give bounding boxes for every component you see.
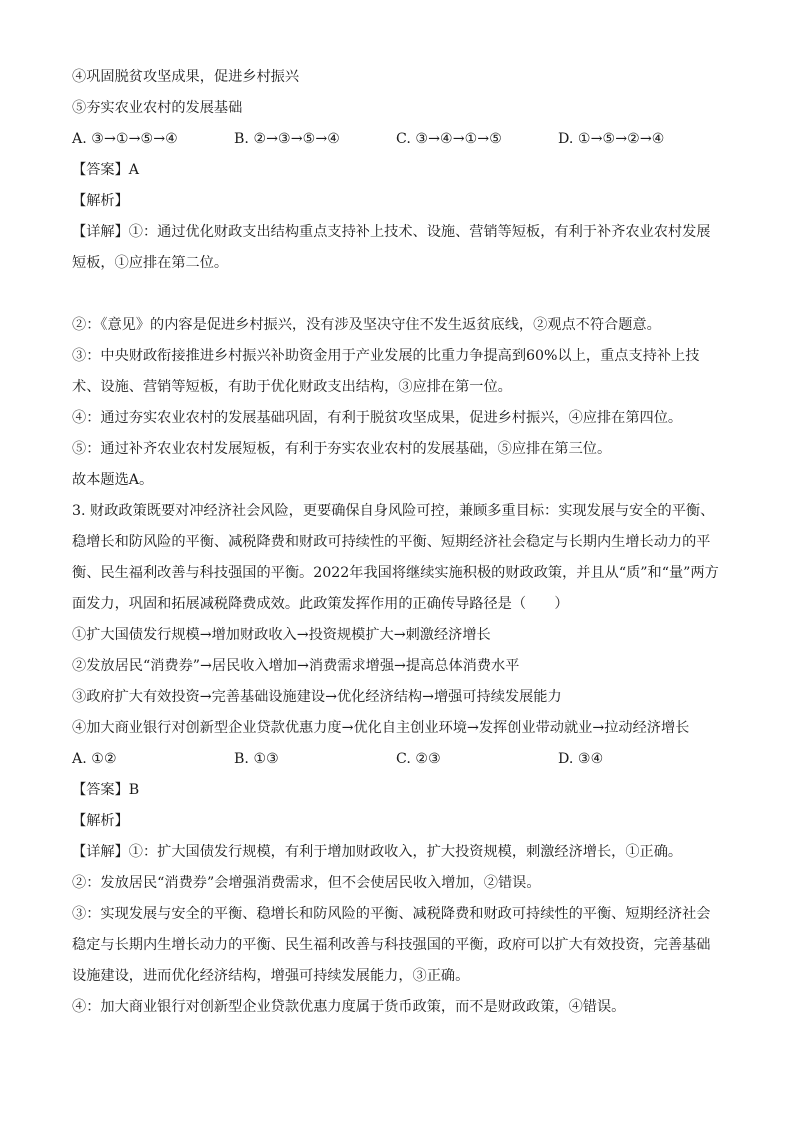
document-page — [72, 62, 724, 1023]
blank-gap — [72, 279, 724, 310]
q3-options — [72, 744, 724, 775]
q2-option-a: A. ③→①→⑤→④ — [72, 131, 178, 147]
q3-option-a: A. ①② — [72, 751, 117, 767]
q3-option-c: C. ②③ — [396, 751, 441, 767]
q3-answer: 【答案】B — [72, 782, 140, 798]
q2-option-b: B. ②→③→⑤→④ — [234, 131, 340, 147]
q2-detail-5: ⑤：通过补齐农业农村发展短板，有利于夯实农业农村的发展基础，⑤应排在第三位。 — [72, 441, 612, 457]
q2-option-d: D. ①→⑤→②→④ — [558, 131, 665, 147]
q3-detail-3: ③：实现发展与安全的平衡、稳增长和防风险的平衡、减税降费和财政可持续性的平衡、短期经济社会稳定与长期内生增长动力的平衡、民生福利改善与科技强国的平衡，政府可以扩大有效投资，完善基础设施建设，进而优化经济结构，增强可持续发展能力，③正确。 — [72, 906, 711, 984]
q2-detail-1: 【详解】①：通过优化财政支出结构重点支持补上技术、设施、营销等短板，有利于补齐农业农村发展短板，①应排在第二位。 — [72, 224, 711, 271]
q3-detail-2: ②：发放居民“消费券”会增强消费需求，但不会使居民收入增加，②错误。 — [72, 875, 541, 891]
q2-options — [72, 124, 724, 155]
q3-analysis-label: 【解析】 — [72, 813, 129, 829]
q3-stem: 3. 财政政策既要对冲经济社会风险，更要确保自身风险可控，兼顾多重目标：实现发展与安全的平衡、稳增长和防风险的平衡、减税降费和财政可持续性的平衡、短期经济社会稳定与长期内生增长动力的平衡、民生福利改善与科技强国的平衡。2022年我国将继续实施积极的财政政策，并且从“质”和“量”两方面发力，巩固和拓展减税降费成效。此政策发挥作用的正确传导路径是（ ） — [72, 503, 719, 612]
q3-item-1: ①扩大国债发行规模→增加财政收入→投资规模扩大→刺激经济增长 — [72, 627, 491, 643]
q3-option-b: B. ①③ — [234, 751, 279, 767]
q2-item-5: ⑤夯实农业农村的发展基础 — [72, 100, 243, 116]
q3-option-d: D. ③④ — [558, 751, 604, 767]
q2-item-4: ④巩固脱贫攻坚成果，促进乡村振兴 — [72, 69, 300, 85]
q3-detail-4: ④：加大商业银行对创新型企业贷款优惠力度属于货币政策，而不是财政政策，④错误。 — [72, 999, 626, 1015]
q2-answer: 【答案】A — [72, 162, 139, 178]
q3-item-3: ③政府扩大有效投资→完善基础设施建设→优化经济结构→增强可持续发展能力 — [72, 689, 562, 705]
q2-detail-2: ②：《意见》的内容是促进乡村振兴，没有涉及坚决守住不发生返贫底线，②观点不符合题意。 — [72, 317, 661, 333]
q2-detail-3: ③：中央财政衔接推进乡村振兴补助资金用于产业发展的比重力争提高到60%以上，重点支持补上技术、设施、营销等短板，有助于优化财政支出结构，③应排在第一位。 — [72, 348, 700, 395]
q3-detail-1: 【详解】①：扩大国债发行规模，有利于增加财政收入，扩大投资规模，刺激经济增长，①正确。 — [72, 844, 683, 860]
q2-analysis-label: 【解析】 — [72, 193, 129, 209]
q2-conclusion: 故本题选A。 — [72, 472, 154, 488]
q3-item-4: ④加大商业银行对创新型企业贷款优惠力度→优化自主创业环境→发挥创业带动就业→拉动经济增长 — [72, 720, 690, 736]
q3-item-2: ②发放居民“消费券”→居民收入增加→消费需求增强→提高总体消费水平 — [72, 658, 520, 674]
q2-option-c: C. ③→④→①→⑤ — [396, 131, 502, 147]
q2-detail-4: ④：通过夯实农业农村的发展基础巩固，有利于脱贫攻坚成果，促进乡村振兴，④应排在第四位。 — [72, 410, 683, 426]
